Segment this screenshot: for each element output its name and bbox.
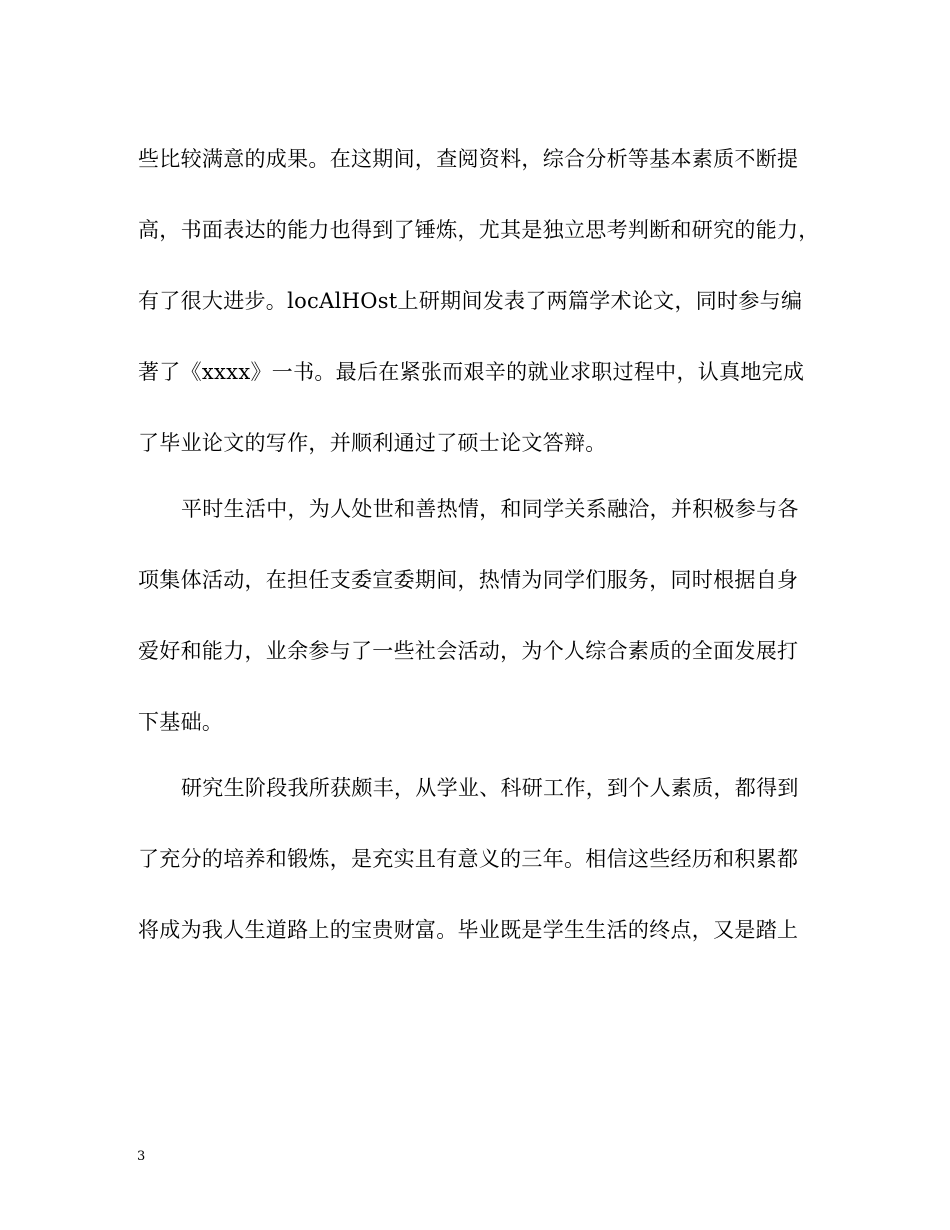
text-line: 有了很大进步。locAlHOst上研期间发表了两篇学术论文，同时参与编 (138, 289, 803, 313)
text-line: 些比较满意的成果。在这期间，查阅资料，综合分析等基本素质不断提 (138, 147, 799, 171)
page-number: 3 (137, 1149, 146, 1164)
text-line: 爱好和能力，业余参与了一些社会活动，为个人综合素质的全面发展打 (138, 639, 799, 663)
text-line: 了毕业论文的写作，并顺利通过了硕士论文答辩。 (138, 431, 607, 455)
text-line: 下基础。 (138, 710, 224, 734)
text-line: 平时生活中，为人处世和善热情，和同学关系融洽，并积极参与各 (181, 497, 799, 521)
text-line: 了充分的培养和锻炼，是充实且有意义的三年。相信这些经历和积累都 (138, 847, 799, 871)
text-line: 高，书面表达的能力也得到了锤炼，尤其是独立思考判断和研究的能力， (138, 218, 820, 242)
text-line: 研究生阶段我所获颇丰，从学业、科研工作，到个人素质，都得到 (181, 776, 799, 800)
text-line: 将成为我人生道路上的宝贵财富。毕业既是学生生活的终点，又是踏上 (138, 918, 799, 942)
text-line: 项集体活动，在担任支委宣委期间，热情为同学们服务，同时根据自身 (138, 568, 799, 592)
text-line: 著了《xxxx》一书。最后在紧张而艰辛的就业求职过程中，认真地完成 (138, 360, 805, 384)
